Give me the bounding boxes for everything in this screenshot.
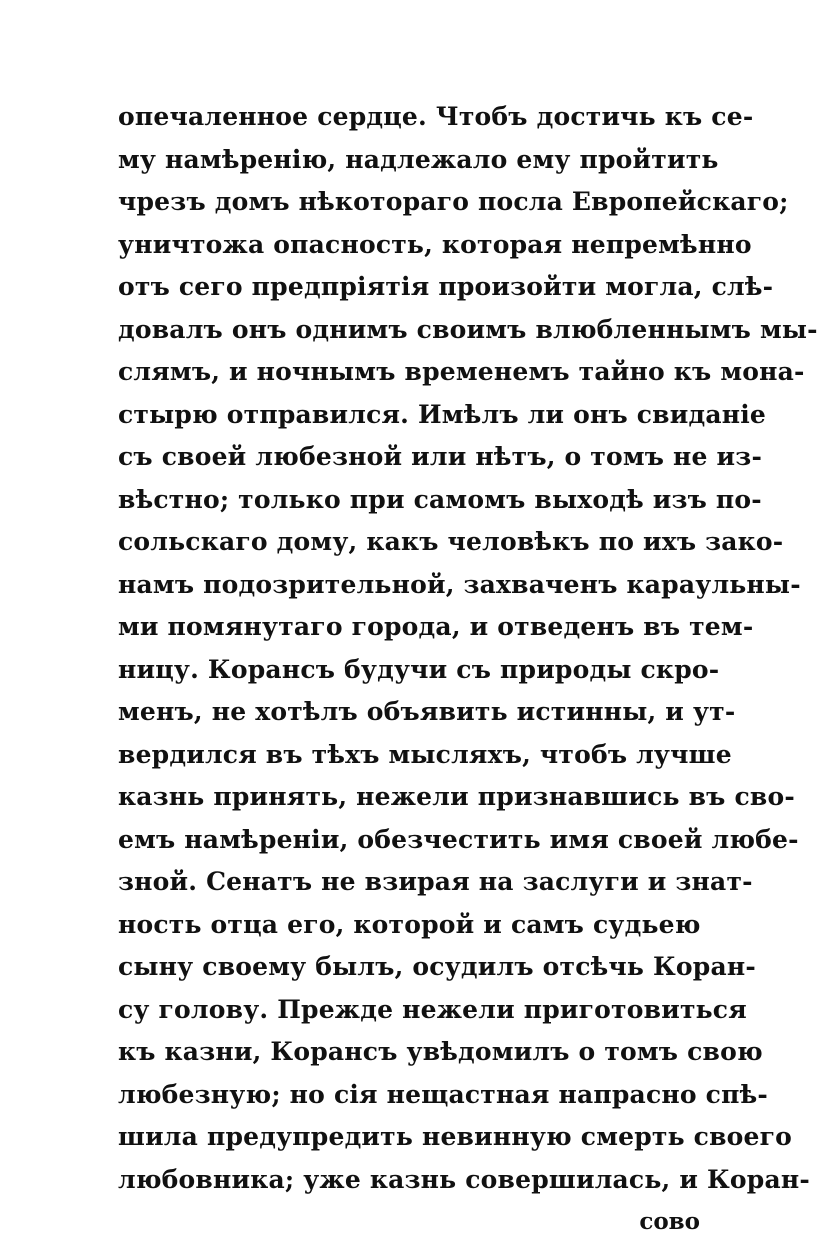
text-line: емъ намѣреніи, обезчестить имя своей любе-	[118, 824, 799, 854]
page-text-block	[118, 96, 818, 1244]
text-line: ность отца его, которой и самъ судьею	[118, 909, 701, 939]
text-line: сольскаго дому, какъ человѣкъ по ихъ зако-	[118, 527, 784, 556]
text-line: менъ, не хотѣлъ объявить истинны, и ут-	[118, 697, 736, 726]
text-line: опечаленное сердце. Чтобъ достичь къ се-	[118, 102, 754, 131]
text-line: любезную; но сія нещастная напрасно спѣ-	[118, 1079, 768, 1109]
text-line: ницу. Корансъ будучи съ природы скро-	[118, 654, 720, 684]
text-line: слямъ, и ночнымъ временемъ тайно къ мона-	[118, 357, 805, 386]
text-line: казнь принять, нежели признавшись въ сво-	[118, 782, 795, 811]
text-line: намъ подозрительной, захваченъ караульны-	[118, 569, 801, 599]
text-line: къ казни, Корансъ увѣдомилъ о томъ свою	[118, 1037, 763, 1066]
text-line: довалъ онъ однимъ своимъ влюбленнымъ мы-	[118, 314, 818, 344]
text-line: му намѣренію, надлежало ему пройтить	[118, 144, 719, 174]
text-line: зной. Сенатъ не взирая на заслуги и знат-	[118, 867, 753, 896]
text-line: вердился въ тѣхъ мысляхъ, чтобъ лучше	[118, 739, 732, 769]
text-line: отъ сего предпріятія произойти могла, слѣ-	[118, 272, 774, 301]
text-line: ми помянутаго города, и отведенъ въ тем-	[118, 612, 754, 641]
text-line: су голову. Прежде нежели приготовиться	[118, 994, 747, 1024]
text-line: съ своей любезной или нѣтъ, о томъ не из-	[118, 442, 763, 471]
text-line: вѣстно; только при самомъ выходѣ изъ по-	[118, 484, 762, 514]
text-line: любовника; уже казнь совершилась, и Коран-	[118, 1164, 810, 1194]
text-line: стырю отправился. Имѣлъ ли онъ свиданіе	[118, 399, 767, 429]
text-line: чрезъ домъ нѣкотораго посла Европейскаго;	[118, 187, 789, 216]
catchword: сово	[639, 1208, 700, 1235]
text-line: шила предупредить невинную смерть своего	[118, 1122, 793, 1151]
text-line: уничтожа опасность, которая непремѣнно	[118, 229, 752, 259]
text-line: сыну своему былъ, осудилъ отсѣчь Коран-	[118, 952, 756, 981]
